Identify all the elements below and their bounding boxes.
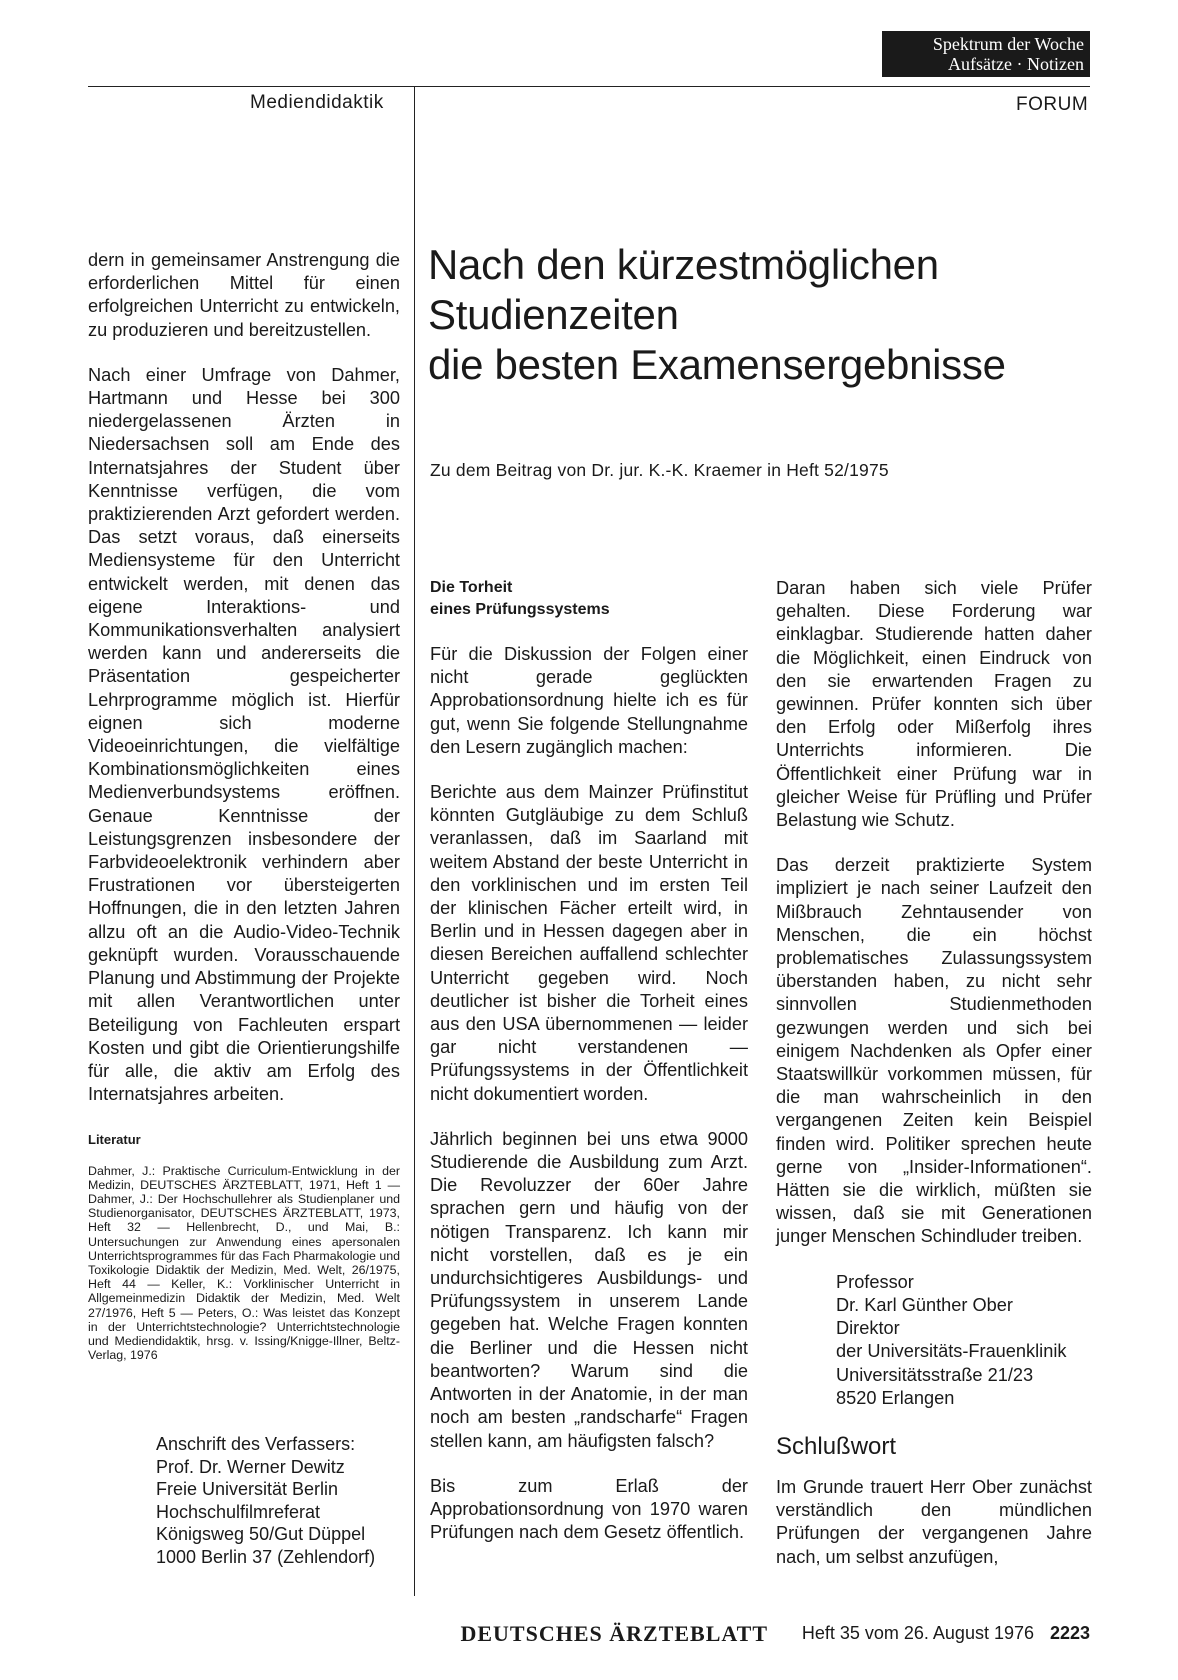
- signature-line: 8520 Erlangen: [836, 1387, 955, 1408]
- address-line: Königsweg 50/Gut Düppel: [156, 1524, 366, 1544]
- letter-signature: [776, 1271, 1092, 1410]
- middle-column: [430, 577, 748, 1566]
- headline-line: die besten Examensergebnisse: [428, 341, 1006, 388]
- literatur-heading: Literatur: [88, 1132, 141, 1148]
- address-line: Anschrift des Verfassers:: [156, 1434, 356, 1454]
- left-paragraph-1: dern in gemeinsamer Anstrengung die erforderlichen Mittel für einen erfolgreichen Unterricht zu entwickeln, zu produzieren und bereitzustellen.: [88, 250, 400, 340]
- journal-name: DEUTSCHES ÄRZTEBLATT: [460, 1621, 768, 1646]
- left-column: [88, 249, 400, 1384]
- schlusswort-text: Im Grunde trauert Herr Ober zunächst verständlich den mündlichen Prüfungen der vergangenen Jahre nach, um selbst anzufügen,: [776, 1476, 1092, 1567]
- section-label-right: FORUM: [1016, 94, 1089, 115]
- issue-info: Heft 35 vom 26. August 1976: [801, 1623, 1034, 1643]
- page-number: 2223: [1049, 1623, 1090, 1643]
- section-badge-line2: Aufsätze · Notizen: [948, 54, 1084, 74]
- headline-line: Nach den kürzestmöglichen: [428, 241, 939, 288]
- author-address: [156, 1433, 375, 1568]
- subheading-line: eines Prüfungssystems: [430, 601, 610, 618]
- right-paragraph-2: Das derzeit praktizierte System impliziert je nach seiner Laufzeit den Mißbrauch Zehntausender von Menschen, die ein höchst problematisches Zulassungssystem überstanden haben, zu nicht sehr sinnvollen Studienmethoden gezwungen werden und sich bei einigem Nachdenken als Opfer einer Staatswillkür vorkommen müssen, für die man wahrscheinlich in den vergangenen Zeiten kein Beispiel finden wird. Politiker sprechen heute gerne von „Insider-Informationen“. Hätten sie die wirklich, müßten sie wissen, daß sie mit Generationen junger Menschen Schindluder treiben.: [776, 855, 1092, 1247]
- column-divider: [414, 86, 415, 1596]
- signature-line: der Universitäts-Frauenklinik: [836, 1341, 1067, 1362]
- schlusswort-heading: Schlußwort: [776, 1432, 897, 1460]
- address-line: Freie Universität Berlin: [156, 1479, 339, 1499]
- address-line: Prof. Dr. Werner Dewitz: [156, 1456, 345, 1477]
- section-label-left: Mediendidaktik: [250, 92, 384, 113]
- article-subline: Zu dem Beitrag von Dr. jur. K.-K. Kraemer in Heft 52/1975: [430, 460, 889, 480]
- section-badge-line1: Spektrum der Woche: [932, 34, 1084, 54]
- address-line: Hochschulfilmreferat: [156, 1501, 321, 1522]
- signature-line: Direktor: [836, 1318, 900, 1339]
- right-column: [776, 577, 1092, 1591]
- address-line: 1000 Berlin 37 (Zehlendorf): [156, 1546, 376, 1567]
- section-badge: [882, 31, 1090, 77]
- mid-paragraph-1: Für die Diskussion der Folgen einer nicht gerade geglückten Approbationsordnung hielte ich es für gut, wenn Sie folgende Stellungnahme den Lesern zugänglich machen:: [430, 644, 748, 757]
- headline-line: Studienzeiten: [428, 291, 679, 338]
- article-headline: [428, 240, 1108, 390]
- mid-paragraph-3: Jährlich beginnen bei uns etwa 9000 Studierende die Ausbildung zum Arzt. Die Revoluzzer der 60er Jahre sprachen gern und häufig von der nötigen Transparenz. Ich kann mir nicht vorstellen, daß es je ein undurchsichtigeres Ausbildungs- und Prüfungssystem in unserem Lande gegeben hat. Welche Fragen konnten die Berliner und die Hessen nicht beantworten? Warum sind die Antworten in der Anatomie, in der man noch am besten „randscharfe“ Fragen stellen kann, am häufigsten falsch?: [430, 1128, 748, 1451]
- page-footer: [0, 1621, 1090, 1651]
- left-paragraph-2: Nach einer Umfrage von Dahmer, Hartmann und Hesse bei 300 niedergelassenen Ärzten in Niedersachsen soll am Ende des Internatsjahres der Student über Kenntnisse verfügen, die vom praktizierenden Arzt gefordert werden. Das setzt voraus, daß einerseits Mediensysteme für den Unterricht entwickelt werden, mit denen das eigene Interaktions- und Kommunikationsverhalten analysiert werden kann und andererseits die Präsentation gespeicherter Lehrprogramme möglich ist. Hierfür eignen sich moderne Videoeinrichtungen, die vielfältige Kombinationsmöglichkeiten eines Medienverbundsystems eröffnen. Genaue Kenntnisse der Leistungsgrenzen insbesondere der Farbvideoelektronik verhindern aber Frustrationen vor übersteigerten Hoffnungen, die in den letzten Jahren allzu oft an die Audio-Video-Technik geknüpft wurden. Vorausschauende Planung und Abstimmung der Projekte mit allen Verantwortlichen unter Beteiligung von Fachleuten erspart Kosten und gibt die Orientierungshilfe für alle, die aktiv am Erfolg des Internatsjahres arbeiten.: [88, 364, 400, 1105]
- header-rule: [88, 86, 1090, 87]
- literatur-text: Dahmer, J.: Praktische Curriculum-Entwicklung in der Medizin, DEUTSCHES ÄRZTEBLATT, 1971, Heft 1 — Dahmer, J.: Der Hochschullehrer als Studienplaner und Studienorganisator, DEUTSCHES ÄRZTEBLATT, 1973, Heft 32 — Hellenbrecht, D., und Mai, B.: Untersuchungen zur Anwendung eines apersonalen Unterrichtsprogrammes für das Fach Pharmakologie und Toxikologie Didaktik der Medizin, Med. Welt, 26/1975, Heft 44 — Keller, K.: Vorklinischer Unterricht in Allgemeinmedizin Didaktik der Medizin, Med. Welt 27/1976, Heft 5 — Peters, O.: Was leistet das Konzept in der Unterrichtstechnologie? Unterrichtstechnologie und Mediendidaktik, hrsg. v. Issing/Knigge-Illner, Beltz-Verlag, 1976: [88, 1163, 400, 1363]
- signature-line: Professor: [836, 1271, 914, 1292]
- right-paragraph-1: Daran haben sich viele Prüfer gehalten. Diese Forderung war einklagbar. Studierende hatten daher die Möglichkeit, einen Eindruck von den sie erwartenden Fragen zu gewinnen. Prüfer konnten sich über den Erfolg oder Mißerfolg ihres Unterrichts informieren. Die Öffentlichkeit einer Prüfung war in gleicher Weise für Prüfling und Prüfer Belastung wie Schutz.: [776, 578, 1092, 831]
- mid-paragraph-2: Berichte aus dem Mainzer Prüfinstitut könnten Gutgläubige zu dem Schluß veranlassen, daß im Saarland mit weitem Abstand der beste Unterricht in den vorklinischen und im ersten Teil der klinischen Fächer erteilt wird, in Berlin und in Hessen dagegen aber in diesen Bereichen auffallend schlechter Unterricht gegeben wird. Noch deutlicher ist bisher die Torheit eines aus den USA übernommenen — leider gar nicht verstandenen — Prüfungssystems in der Öffentlichkeit nicht dokumentiert worden.: [430, 782, 748, 1104]
- signature-line: Dr. Karl Günther Ober: [836, 1294, 1013, 1315]
- article-subheading: [430, 577, 748, 621]
- mid-paragraph-4: Bis zum Erlaß der Approbationsordnung von 1970 waren Prüfungen nach dem Gesetz öffentlich.: [430, 1475, 748, 1543]
- subheading-line: Die Torheit: [430, 579, 513, 596]
- signature-line: Universitätsstraße 21/23: [836, 1364, 1034, 1385]
